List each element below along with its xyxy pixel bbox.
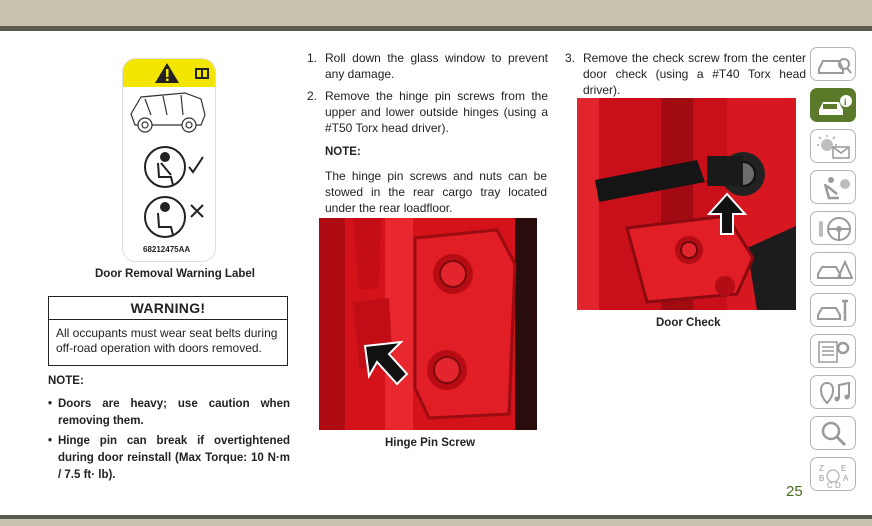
bottom-band: [0, 519, 872, 526]
alphabetical-index-icon: [815, 461, 853, 489]
tab-starting-operating[interactable]: [810, 211, 856, 245]
roadside-warning-icon: [815, 256, 853, 284]
tab-technical-specifications[interactable]: [810, 334, 856, 368]
note-title-mid: NOTE:: [325, 146, 361, 158]
tab-multimedia[interactable]: [810, 375, 856, 409]
svg-text:i: i: [844, 97, 847, 107]
multimedia-icon: [815, 379, 853, 407]
seat-airbag-icon: [815, 174, 853, 202]
hinge-photo-art: [319, 218, 537, 430]
tab-instrument-panel[interactable]: [810, 129, 856, 163]
warning-light-message-icon: [815, 133, 853, 161]
note-bullet-2-text: Hinge pin can break if overtightened during door reinstall (Max Torque: 10 N·m / 7.5 ft· lb).: [58, 435, 290, 481]
note-mid-text: The hinge pin screws and nuts can be stowed in the rear cargo tray located under the rear loadfloor.: [325, 169, 547, 215]
bullet-dot: •: [48, 398, 53, 410]
tab-customer-assistance[interactable]: [810, 416, 856, 450]
step-3: [565, 50, 806, 98]
warning-body: All occupants must wear seat belts during off-road operation with doors removed.: [56, 326, 278, 355]
hinge-pin-screw-photo: [319, 218, 537, 430]
car-search-icon: [815, 51, 853, 79]
label-artwork: [123, 59, 215, 261]
svg-text:D: D: [835, 481, 841, 489]
hinge-caption: Hinge Pin Screw: [385, 437, 476, 449]
note-bullet-1-text: Doors are heavy; use caution when removing them.: [58, 398, 290, 427]
step-3-number: 3.: [565, 51, 576, 65]
car-info-icon: [815, 92, 853, 120]
step-1: [307, 50, 548, 82]
step-1-text: Roll down the glass window to prevent any damage.: [325, 51, 548, 81]
note-title-left: NOTE:: [48, 375, 84, 387]
door-check-photo: [577, 98, 796, 310]
tab-in-case-of-emergency[interactable]: [810, 252, 856, 286]
step-2: [307, 88, 548, 136]
top-rule: [0, 26, 872, 31]
svg-text:C: C: [827, 481, 833, 489]
svg-text:B: B: [819, 474, 825, 483]
tab-getting-to-know-vehicle[interactable]: [810, 88, 856, 122]
step-2-text: Remove the hinge pin screws from the upper and lower outside hinges (using a #T50 Torx head driver).: [325, 89, 548, 135]
page-number: 25: [786, 483, 803, 500]
door-check-caption: Door Check: [656, 317, 721, 329]
label-caption: Door Removal Warning Label: [95, 268, 255, 280]
tab-servicing-maintenance[interactable]: [810, 293, 856, 327]
door-removal-warning-label-image: [122, 58, 216, 262]
warning-title: WARNING!: [49, 297, 287, 320]
search-icon: [815, 420, 853, 448]
specifications-gear-icon: [815, 338, 853, 366]
step-2-number: 2.: [307, 89, 318, 103]
top-band: [0, 0, 872, 26]
tab-vehicle-overview[interactable]: [810, 47, 856, 81]
note-bullet-1: [48, 396, 290, 430]
warning-box: [48, 296, 288, 366]
note-bullet-2: [48, 433, 290, 484]
step-3-text: Remove the check screw from the center door check (using a #T40 Torx head driver).: [583, 51, 806, 97]
svg-text:Z: Z: [819, 464, 824, 473]
step-1-number: 1.: [307, 51, 318, 65]
tab-safety[interactable]: [810, 170, 856, 204]
door-check-photo-art: [577, 98, 796, 310]
label-part-number: 68212475AA: [143, 245, 191, 254]
steering-wheel-key-icon: [815, 215, 853, 243]
bullet-dot: •: [48, 435, 53, 447]
tab-index[interactable]: [810, 457, 856, 491]
svg-text:E: E: [841, 464, 847, 473]
car-service-icon: [815, 297, 853, 325]
svg-text:A: A: [843, 474, 849, 483]
